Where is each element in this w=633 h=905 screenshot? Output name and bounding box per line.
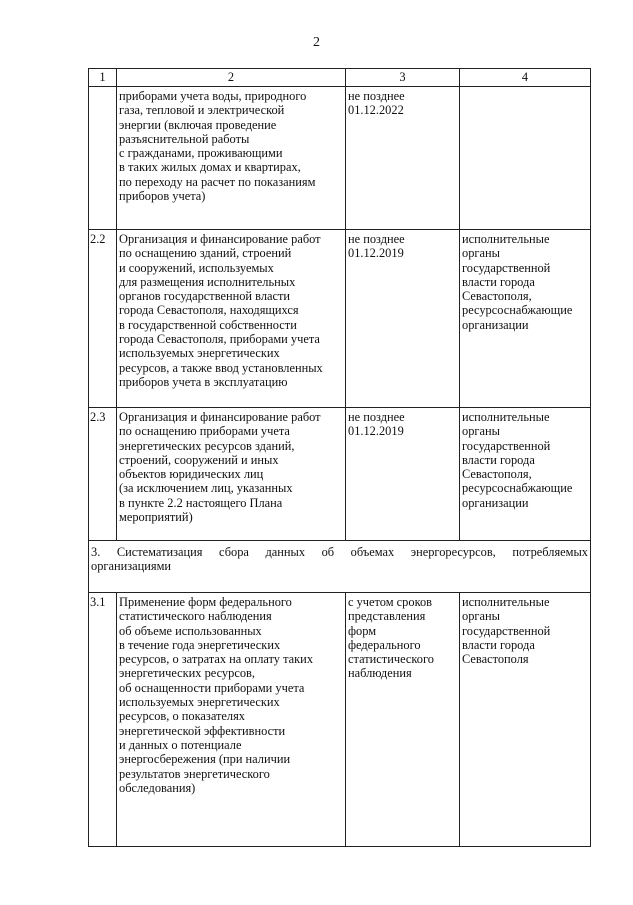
table-row	[89, 87, 591, 230]
column-header: 3	[346, 69, 460, 87]
responsible-cell: исполнительные органы государственной власти города Севастополя	[460, 593, 591, 847]
section-heading-row	[89, 541, 591, 593]
row-number: 3.1	[89, 593, 117, 847]
action-cell: приборами учета воды, природного газа, тепловой и электрической энергии (включая проведение разъяснительной работы с гражданами, проживающими в таких жилых домах и квартирах, по переходу на расчет по показаниям приборов учета)	[117, 87, 346, 230]
responsible-cell	[460, 87, 591, 230]
action-cell: Организация и финансирование работ по оснащению приборами учета энергетических ресурсов зданий, строений, сооружений и иных объектов юридических лиц (за исключением лиц, указанных в пункте 2.2 настоящего Плана мероприятий)	[117, 408, 346, 541]
row-number	[89, 87, 117, 230]
deadline-cell: с учетом сроков представления форм федерального статистического наблюдения	[346, 593, 460, 847]
table-header-row	[89, 69, 591, 87]
row-number: 2.3	[89, 408, 117, 541]
row-number: 2.2	[89, 230, 117, 408]
action-cell: Организация и финансирование работ по оснащению зданий, строений и сооружений, используемых для размещения исполнительных органов государственной власти города Севастополя, находящихся в государственной собственности города Севастополя, приборами учета используемых энергетических ресурсов, а также ввод установленных приборов учета в эксплуатацию	[117, 230, 346, 408]
section-heading-line: организациями	[91, 559, 172, 574]
section-heading-line: 3. Систематизация сбора данных об объемах энергоресурсов, потребляемых	[91, 545, 588, 559]
section-heading	[89, 541, 591, 593]
column-header: 4	[460, 69, 591, 87]
page-number: 2	[313, 35, 320, 50]
action-plan-table	[88, 68, 591, 847]
table-row	[89, 408, 591, 541]
deadline-cell: не позднее 01.12.2022	[346, 87, 460, 230]
responsible-cell: исполнительные органы государственной власти города Севастополя, ресурсоснабжающие организации	[460, 230, 591, 408]
deadline-cell: не позднее 01.12.2019	[346, 408, 460, 541]
responsible-cell: исполнительные органы государственной власти города Севастополя, ресурсоснабжающие организации	[460, 408, 591, 541]
column-header: 2	[117, 69, 346, 87]
table-row	[89, 593, 591, 847]
deadline-cell: не позднее 01.12.2019	[346, 230, 460, 408]
action-cell: Применение форм федерального статистического наблюдения об объеме использованных в течение года энергетических ресурсов, о затратах на оплату таких энергетических ресурсов, об оснащенности приборами учета используемых энергетических ресурсов, о показателях энергетической эффективности и данных о потенциале энергосбережения (при наличии результатов энергетического обследования)	[117, 593, 346, 847]
table-row	[89, 230, 591, 408]
column-header: 1	[89, 69, 117, 87]
